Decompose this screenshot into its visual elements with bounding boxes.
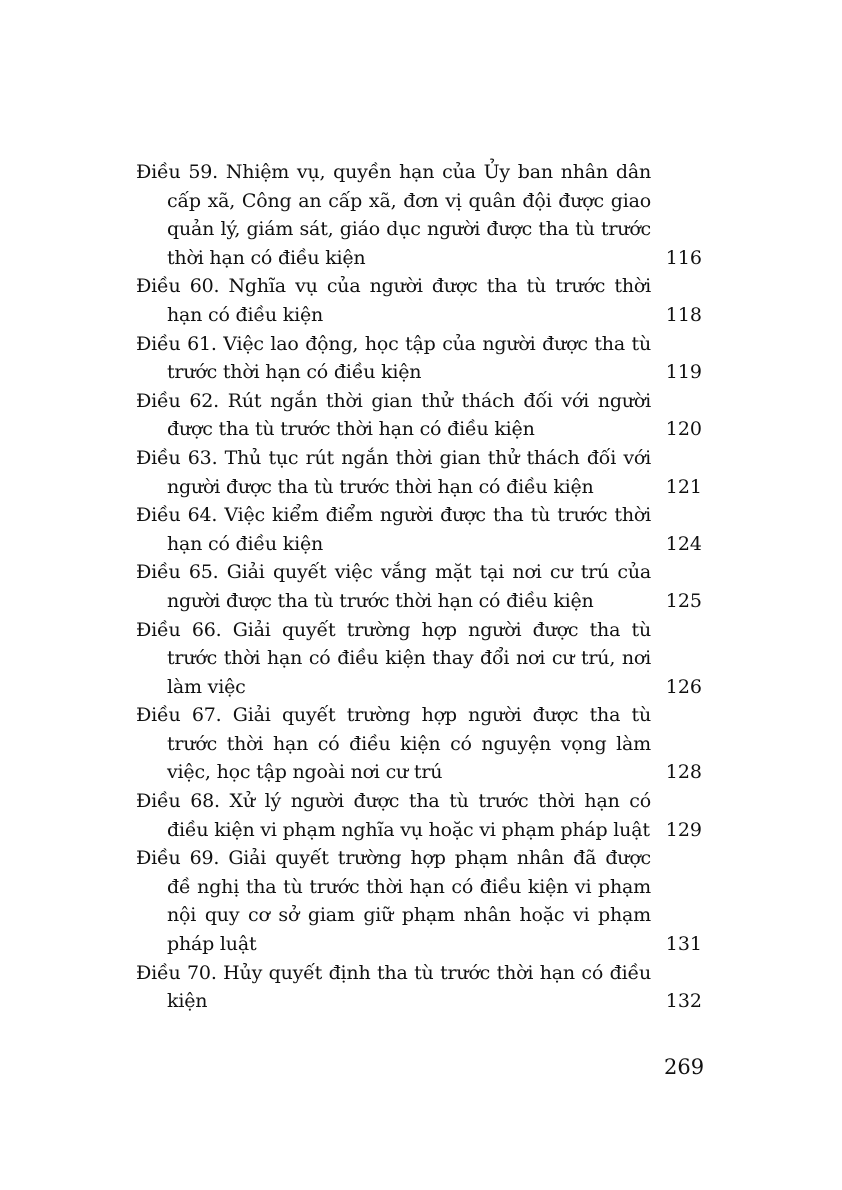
toc-entry-title: Điều 62. Rút ngắn thời gian thử thách đối với người được tha tù trước thời hạn có điều kiện (136, 389, 651, 441)
toc-entry-60 (136, 272, 704, 329)
page-number: 269 (664, 1055, 705, 1079)
toc-entry-61 (136, 330, 704, 387)
toc-entry-page: 116 (665, 246, 702, 269)
toc-entry-67 (136, 701, 704, 787)
toc-entry-63 (136, 444, 704, 501)
toc-entry-page: 131 (665, 933, 702, 956)
toc-entry-page: 126 (665, 675, 702, 698)
toc-entry-title: Điều 63. Thủ tục rút ngắn thời gian thử thách đối với người được tha tù trước thời hạn có điều kiện (136, 446, 651, 498)
toc-entry-title: Điều 60. Nghĩa vụ của người được tha tù trước thời hạn có điều kiện (136, 275, 651, 326)
toc-entry-title: Điều 70. Hủy quyết định tha tù trước thời hạn có điều kiện (136, 961, 651, 1013)
toc-entry-62 (136, 387, 704, 444)
toc-entry-59 (136, 158, 704, 272)
toc-entry-65 (136, 558, 704, 615)
toc-entry-title: Điều 65. Giải quyết việc vắng mặt tại nơi cư trú của người được tha tù trước thời hạn có điều kiện (136, 561, 651, 612)
toc-entry-64 (136, 501, 704, 558)
toc-entry-page: 121 (665, 475, 702, 498)
toc-entry-title: Điều 69. Giải quyết trường hợp phạm nhân đã được đề nghị tha tù trước thời hạn có điều kiện vi phạm nội quy cơ sở giam giữ phạm nhân hoặc vi phạm pháp luật (136, 847, 651, 956)
toc-entry-page: 128 (665, 761, 702, 784)
toc-entry-title: Điều 68. Xử lý người được tha tù trước thời hạn có điều kiện vi phạm nghĩa vụ hoặc vi phạm pháp luật (136, 790, 651, 841)
toc-entry-68 (136, 787, 704, 844)
toc-entry-page: 118 (665, 303, 702, 326)
toc-entry-69 (136, 844, 704, 958)
toc-entry-page: 125 (665, 589, 702, 612)
toc-entry-page: 129 (665, 818, 702, 841)
toc-entry-page: 132 (665, 990, 702, 1013)
toc-entry-page: 124 (665, 532, 702, 555)
toc-entry-page: 119 (665, 361, 702, 384)
toc-entry-title: Điều 59. Nhiệm vụ, quyền hạn của Ủy ban nhân dân cấp xã, Công an cấp xã, đơn vị quân đội được giao quản lý, giám sát, giáo dục người được tha tù trước thời hạn có điều kiện (136, 161, 651, 269)
toc-entry-70 (136, 959, 704, 1016)
toc-entry-title: Điều 61. Việc lao động, học tập của người được tha tù trước thời hạn có điều kiện (136, 332, 651, 384)
toc-entry-title: Điều 64. Việc kiểm điểm người được tha tù trước thời hạn có điều kiện (136, 504, 651, 555)
toc-entry-page: 120 (665, 418, 702, 441)
toc-entry-title: Điều 66. Giải quyết trường hợp người được tha tù trước thời hạn có điều kiện thay đổi nơi cư trú, nơi làm việc (136, 618, 651, 698)
toc-entry-66 (136, 616, 704, 702)
toc-entry-title: Điều 67. Giải quyết trường hợp người được tha tù trước thời hạn có điều kiện có nguyện vọng làm việc, học tập ngoài nơi cư trú (136, 704, 651, 784)
table-of-contents (136, 158, 704, 1016)
